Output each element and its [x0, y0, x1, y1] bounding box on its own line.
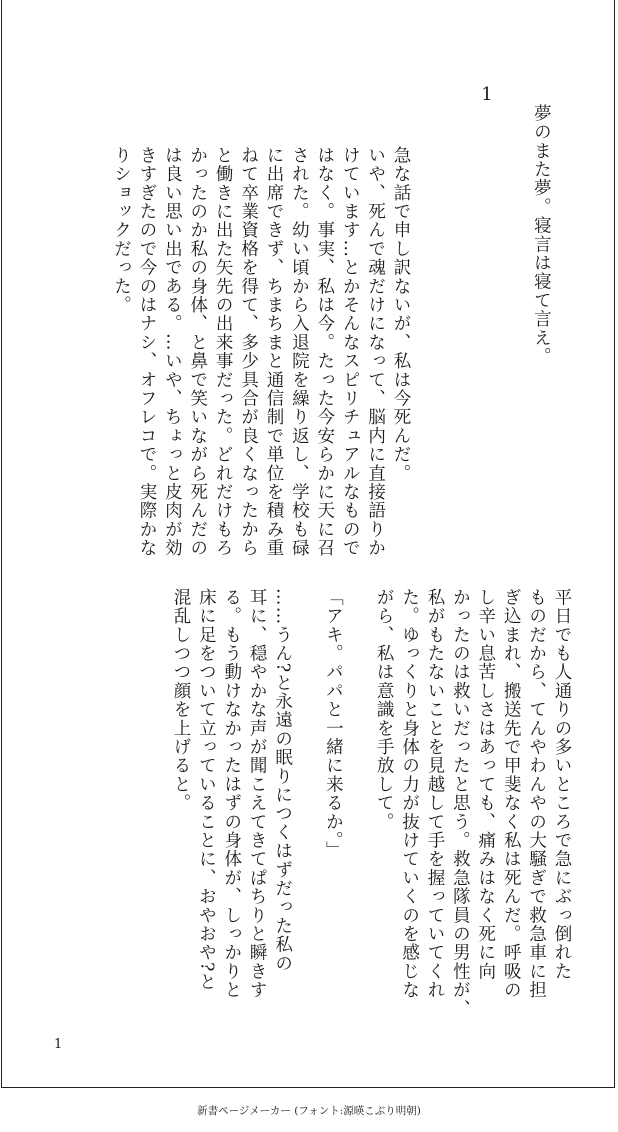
text-line: ……うん?と永遠の眠りにつくはずだった私の — [272, 588, 293, 973]
text-line: と働きに出た矢先の出来事だった。どれだけもろ — [213, 146, 234, 558]
epigraph: 夢のまた夢。寝言は寝て言え。 — [531, 104, 552, 366]
text-line: 耳に、穏やかな声が聞こえてきてぱちりと瞬きす — [247, 588, 268, 1000]
dialogue-line: 「アキ。パパと一緒に来るか。」 — [323, 588, 344, 860]
text-line: し辛い息苦しさはあっても、痛みはなく死に向 — [475, 588, 496, 981]
text-line: がら、私は意識を手放して。 — [374, 588, 395, 832]
text-line: はなく。事実、私は今。たった今安らかに天に召 — [314, 146, 335, 558]
upper-text-block — [108, 146, 413, 557]
text-line: た。ゆっくりと身体の力が抜けていくのを感じな — [399, 588, 420, 1000]
text-line: ぎ込まれ、搬送先で甲斐なく私は死んだ。呼吸の — [501, 588, 522, 1000]
text-line: 私がもたないことを見越して手を握っていてくれ — [424, 588, 445, 1000]
lower-text-block — [168, 588, 574, 1018]
text-line: かったのか私の身体、と鼻で笑いながら死んだの — [187, 146, 208, 558]
text-line: けています…とかそんなスピリチュアルなもので — [340, 146, 361, 558]
text-line: 平日でも人通りの多いところで急にぶっ倒れた — [552, 588, 572, 981]
text-line: りショックだった。 — [111, 146, 132, 315]
chapter-number: 1 — [481, 84, 493, 105]
text-line: された。幼い頃から入退院を繰り返し、学校も碌 — [289, 146, 310, 558]
text-line: は良い思い出である。…いや、ちょっと皮肉が効 — [162, 146, 183, 558]
footer-caption: 新書ページメーカー (フォント:源暎こぶり明朝) — [197, 1105, 421, 1117]
text-line: 急な話で申し訳ないが、私は今死んだ。 — [391, 146, 411, 483]
text-line: 混乱しつつ顔を上げると。 — [170, 588, 191, 813]
text-line: いや、死んで魂だけになって、脳内に直接語りか — [365, 146, 386, 558]
text-line: きすぎたので今のはナシ、オフレコで。実際かな — [136, 146, 157, 558]
page-number: 1 — [54, 1037, 63, 1052]
text-line: る。もう動けなかったはずの身体が、しっかりと — [221, 588, 242, 1000]
blank-line — [295, 588, 320, 1018]
text-line: に出席できず、ちまちまと通信制で単位を積み重 — [263, 146, 284, 558]
text-line: ものだから、てんやわんやの大騒ぎで救急車に担 — [526, 588, 547, 1000]
text-line: ねて卒業資格を得て、多少具合が良くなったから — [238, 146, 259, 558]
text-line: 床に足をついて立っていることに、おやおや?と — [196, 588, 217, 992]
text-line: かったのは救いだったと思う。救急隊員の男性が、 — [450, 588, 471, 1019]
blank-line — [345, 588, 370, 1018]
